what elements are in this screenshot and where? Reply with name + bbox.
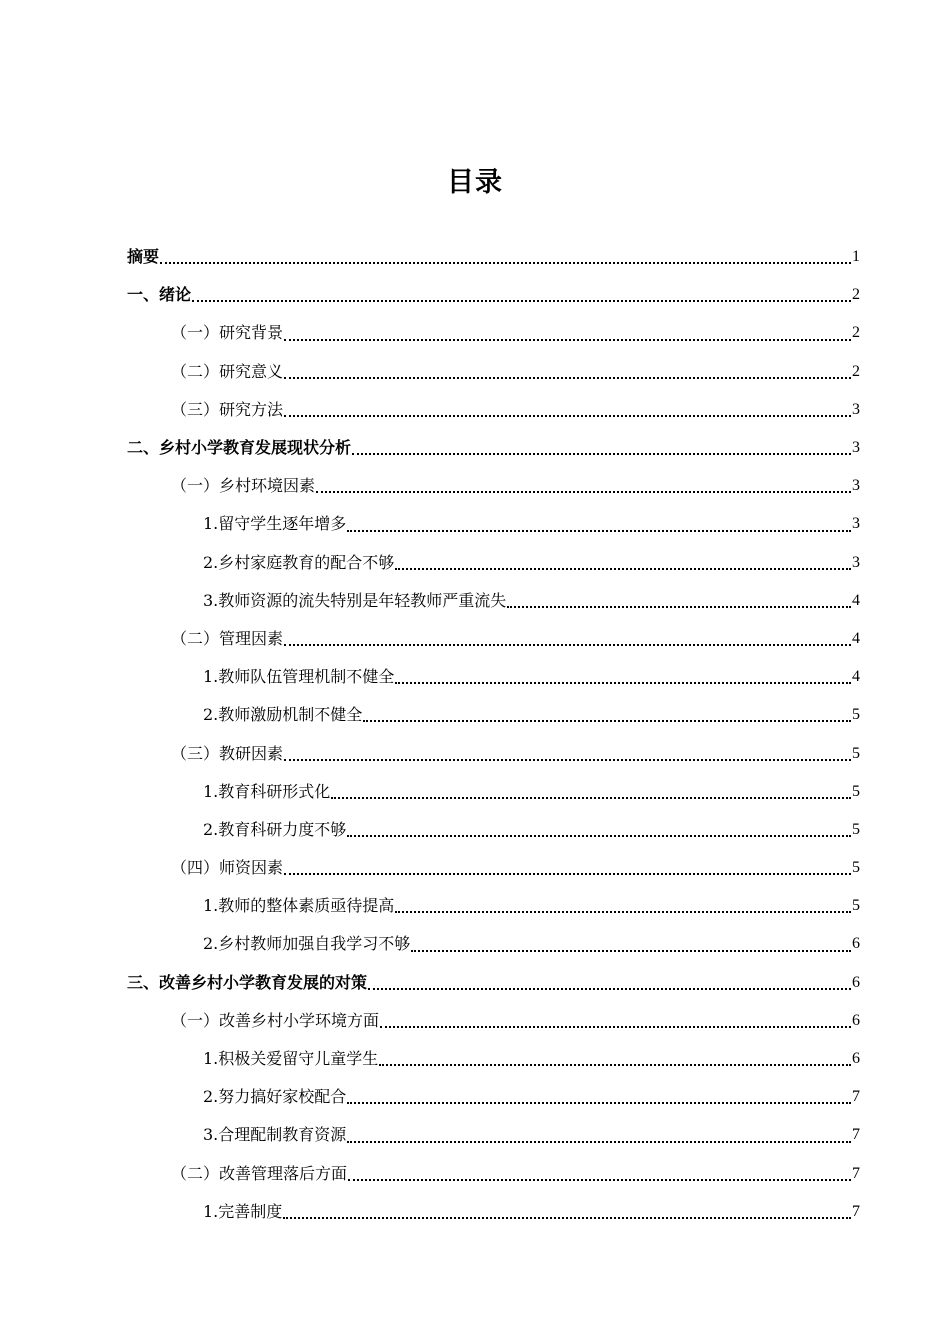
toc-entry[interactable] (127, 696, 860, 734)
toc-dot-leader (347, 1101, 851, 1104)
toc-entry-page-number: 3 (852, 400, 860, 418)
toc-dot-leader (368, 987, 851, 990)
toc-entry-page-number: 7 (852, 1164, 860, 1182)
toc-entry-title: （三）教研因素 (171, 743, 284, 763)
toc-entry[interactable] (127, 734, 860, 772)
toc-entry-page-number: 7 (852, 1126, 860, 1144)
toc-dot-leader (284, 376, 851, 379)
toc-entry-title: 3.教师资源的流失特别是年轻教师严重流失 (203, 590, 507, 610)
toc-entry-title: （四）师资因素 (171, 858, 284, 878)
toc-dot-leader (347, 834, 851, 837)
toc-dot-leader (363, 719, 851, 722)
toc-entry[interactable] (127, 238, 860, 276)
toc-entry-page-number: 4 (852, 668, 860, 686)
toc-entry-page-number: 7 (852, 1088, 860, 1106)
toc-entry-page-number: 5 (852, 706, 860, 724)
toc-entry[interactable] (127, 887, 860, 925)
toc-entry[interactable] (127, 1078, 860, 1116)
toc-entry-page-number: 6 (852, 1011, 860, 1029)
toc-entry-title: 摘要 (127, 247, 160, 267)
toc-entry-page-number: 4 (852, 629, 860, 647)
toc-dot-leader (316, 490, 851, 493)
toc-entry-title: （二）研究意义 (171, 361, 284, 381)
toc-entry[interactable] (127, 849, 860, 887)
toc-dot-leader (352, 452, 851, 455)
toc-entry[interactable] (127, 314, 860, 352)
toc-entry[interactable] (127, 505, 860, 543)
toc-entry-page-number: 2 (852, 324, 860, 342)
toc-entry-title: 1.教育科研形式化 (203, 781, 331, 801)
toc-entry-title: （三）研究方法 (171, 399, 284, 419)
toc-dot-leader (411, 949, 851, 952)
toc-dot-leader (284, 758, 851, 761)
toc-entry-title: 三、改善乡村小学教育发展的对策 (127, 972, 368, 992)
toc-entry-title: 1.积极关爱留守儿童学生 (203, 1049, 379, 1069)
toc-entry[interactable] (127, 1002, 860, 1040)
toc-entry-title: 2.努力搞好家校配合 (203, 1087, 347, 1107)
toc-dot-leader (395, 567, 851, 570)
toc-entry[interactable] (127, 353, 860, 391)
toc-entry[interactable] (127, 544, 860, 582)
toc-entry-title: （二）改善管理落后方面 (171, 1163, 348, 1183)
toc-entry-page-number: 4 (852, 591, 860, 609)
toc-entry[interactable] (127, 620, 860, 658)
toc-dot-leader (283, 1216, 851, 1219)
toc-entry-page-number: 6 (852, 1050, 860, 1068)
toc-entry-page-number: 1 (852, 248, 860, 266)
toc-dot-leader (284, 414, 851, 417)
toc-entry-page-number: 3 (852, 515, 860, 533)
toc-entry[interactable] (127, 1193, 860, 1231)
toc-dot-leader (347, 1140, 851, 1143)
toc-dot-leader (284, 643, 851, 646)
toc-entry-title: 2.乡村家庭教育的配合不够 (203, 552, 395, 572)
toc-entry[interactable] (127, 658, 860, 696)
toc-entry-title: 二、乡村小学教育发展现状分析 (127, 438, 352, 458)
toc-dot-leader (395, 910, 851, 913)
page-title: 目录 (447, 167, 503, 198)
toc-entry-page-number: 6 (852, 973, 860, 991)
toc-entry-title: 一、绪论 (127, 285, 192, 305)
toc-entry-page-number: 2 (852, 286, 860, 304)
toc-entry-title: 1.教师的整体素质亟待提高 (203, 896, 395, 916)
toc-entry-title: （一）乡村环境因素 (171, 476, 316, 496)
toc-entry-page-number: 3 (852, 477, 860, 495)
toc-entry-page-number: 5 (852, 897, 860, 915)
toc-dot-leader (507, 605, 851, 608)
toc-dot-leader (380, 1025, 851, 1028)
toc-entry-title: 1.留守学生逐年增多 (203, 514, 347, 534)
toc-dot-leader (331, 796, 851, 799)
toc-entry[interactable] (127, 925, 860, 963)
toc-entry-page-number: 6 (852, 935, 860, 953)
toc-entry-title: （一）改善乡村小学环境方面 (171, 1010, 380, 1030)
toc-entry-title: 1.教师队伍管理机制不健全 (203, 667, 395, 687)
toc-entry-title: 2.教育科研力度不够 (203, 819, 347, 839)
toc-entry-page-number: 5 (852, 782, 860, 800)
toc-entry[interactable] (127, 391, 860, 429)
toc-entry-title: （二）管理因素 (171, 628, 284, 648)
toc-entry[interactable] (127, 1040, 860, 1078)
toc-entry[interactable] (127, 964, 860, 1002)
toc-dot-leader (379, 1063, 851, 1066)
toc-entry-title: 2.乡村教师加强自我学习不够 (203, 934, 411, 954)
toc-entry-page-number: 5 (852, 744, 860, 762)
toc-dot-leader (284, 872, 851, 875)
toc-entry-title: 1.完善制度 (203, 1201, 283, 1221)
toc-entry-title: 2.教师激励机制不健全 (203, 705, 363, 725)
toc-entry-page-number: 5 (852, 859, 860, 877)
toc-entry[interactable] (127, 1116, 860, 1154)
toc-dot-leader (160, 261, 851, 264)
toc-entry[interactable] (127, 1155, 860, 1193)
toc-dot-leader (395, 681, 851, 684)
toc-entry[interactable] (127, 276, 860, 314)
table-of-contents (127, 238, 860, 1231)
toc-entry-page-number: 2 (852, 362, 860, 380)
toc-entry-page-number: 7 (852, 1202, 860, 1220)
toc-entry[interactable] (127, 467, 860, 505)
toc-entry-page-number: 5 (852, 820, 860, 838)
toc-entry-page-number: 3 (852, 439, 860, 457)
toc-dot-leader (347, 529, 851, 532)
toc-dot-leader (284, 338, 851, 341)
toc-entry-title: 3.合理配制教育资源 (203, 1125, 347, 1145)
toc-entry[interactable] (127, 811, 860, 849)
toc-entry[interactable] (127, 429, 860, 467)
toc-entry-page-number: 3 (852, 553, 860, 571)
toc-entry[interactable] (127, 582, 860, 620)
toc-entry[interactable] (127, 773, 860, 811)
toc-entry-title: （一）研究背景 (171, 323, 284, 343)
toc-dot-leader (348, 1178, 851, 1181)
toc-dot-leader (192, 299, 851, 302)
